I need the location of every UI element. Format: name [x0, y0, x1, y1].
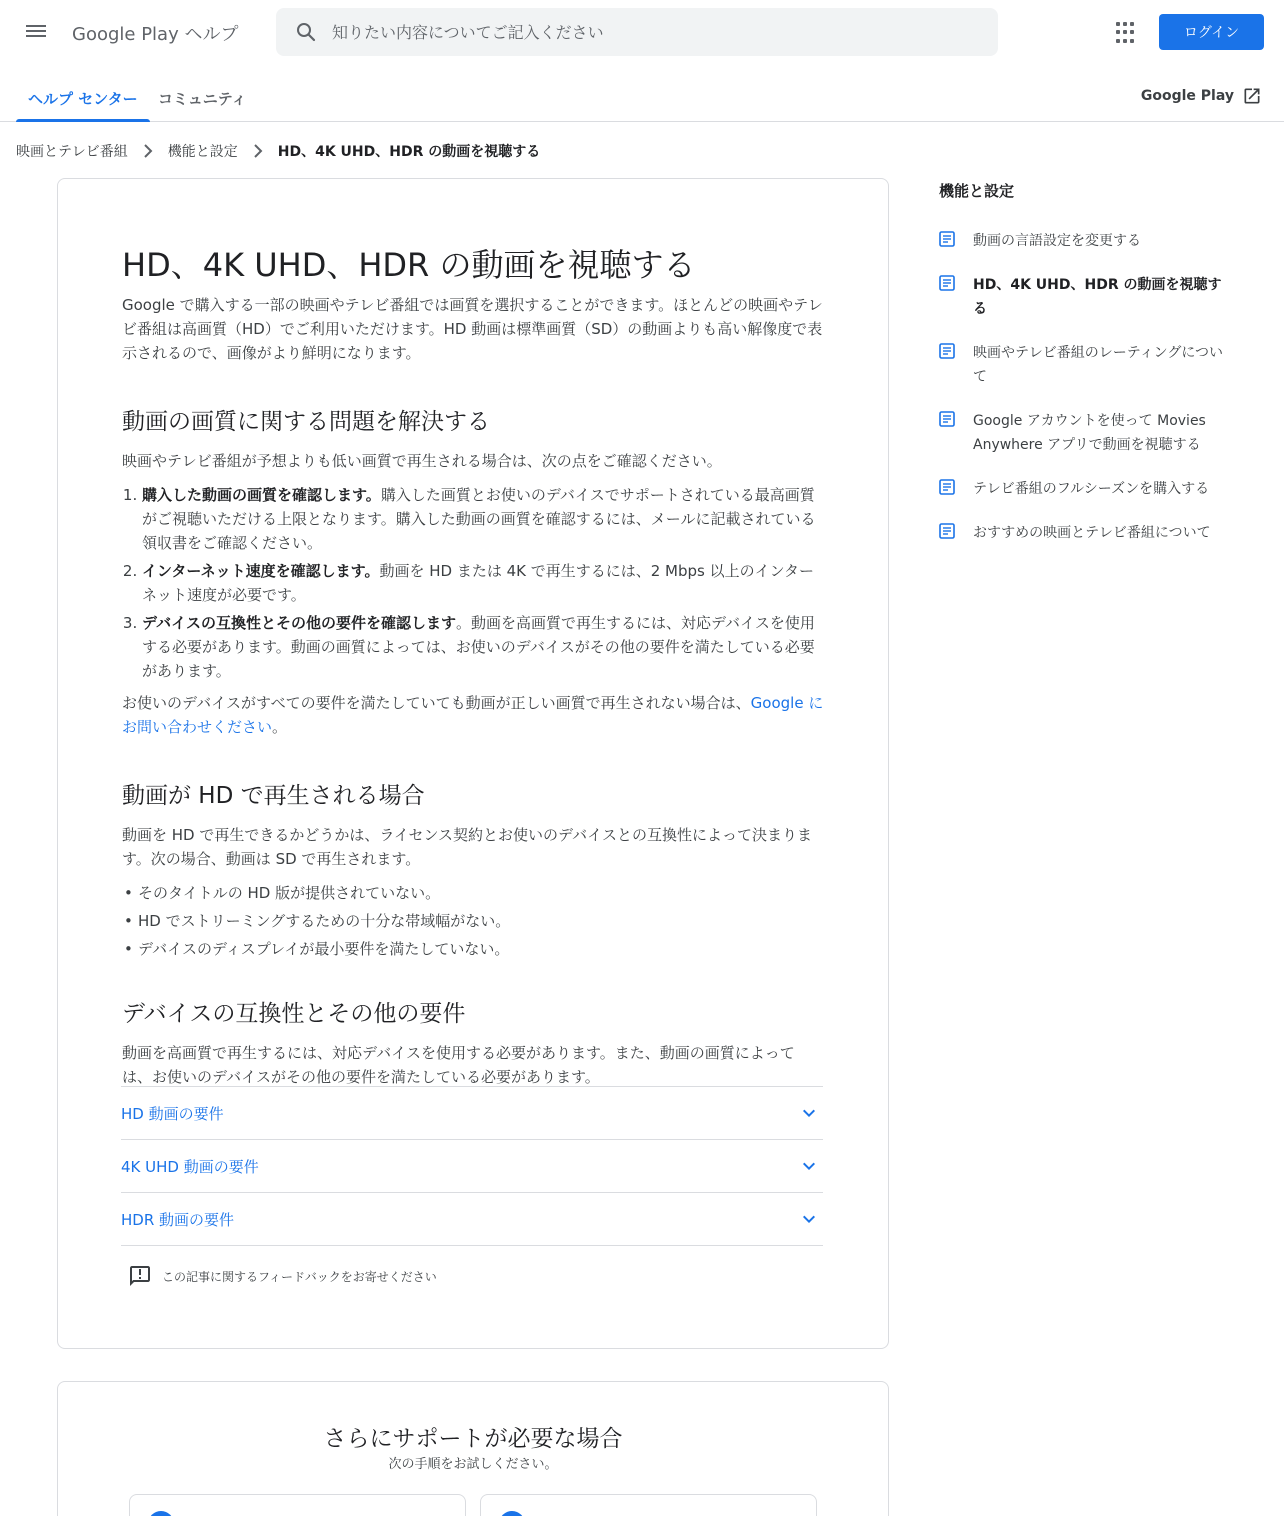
list-item: • HD でストリーミングするための十分な帯域幅がない。	[122, 909, 824, 933]
article-icon	[939, 411, 955, 429]
sidebar-title: 機能と設定	[939, 182, 1015, 200]
breadcrumb-item-features[interactable]: 機能と設定	[167, 144, 238, 160]
login-button[interactable]: ログイン	[1159, 14, 1264, 50]
feedback-link[interactable]	[128, 1264, 437, 1288]
article-icon	[939, 523, 955, 541]
requirements-accordion	[121, 1086, 823, 1246]
list-item	[142, 611, 824, 683]
support-option[interactable]	[129, 1494, 466, 1516]
article-card	[57, 178, 889, 1349]
accordion-label: HDR 動画の要件	[121, 1210, 235, 1229]
troubleshoot-steps	[122, 483, 824, 683]
list-item	[142, 483, 824, 555]
step-bold: デバイスの互換性とその他の要件を確認します	[142, 614, 456, 632]
search-box[interactable]	[276, 8, 998, 56]
breadcrumb-item-movies-tv[interactable]: 映画とテレビ番組	[16, 144, 128, 160]
accordion-label: 4K UHD 動画の要件	[121, 1157, 259, 1176]
tab-community[interactable]: コミュニティ	[158, 90, 247, 108]
support-subtitle: 次の手順をお試しください。	[388, 1457, 558, 1472]
product-name[interactable]: Google Play ヘルプ	[72, 24, 239, 45]
google-play-link[interactable]	[1141, 86, 1262, 106]
apps-grid-icon[interactable]	[1116, 22, 1138, 44]
support-card	[57, 1381, 889, 1516]
list-item	[142, 559, 824, 607]
breadcrumb-item-current: HD、4K UHD、HDR の動画を視聴する	[277, 144, 541, 160]
search-icon[interactable]	[294, 20, 318, 44]
chevron-down-icon	[797, 1101, 821, 1125]
support-option[interactable]	[480, 1494, 817, 1516]
sidebar-item-label: おすすめの映画とテレビ番組について	[973, 525, 1211, 541]
sidebar-list	[939, 229, 1239, 545]
search-input[interactable]	[332, 8, 972, 56]
section-lead-troubleshoot: 映画やテレビ番組が予想よりも低い画質で再生される場合は、次の点をご確認ください。	[122, 452, 722, 470]
sidebar-item-label: 映画やテレビ番組のレーティングについて	[973, 345, 1224, 385]
feedback-icon	[128, 1264, 152, 1288]
step-text: 動画を HD または 4K で再生するには、2 Mbps 以上のインターネット速度が必要です。	[142, 562, 815, 604]
menu-icon[interactable]	[24, 22, 48, 42]
section-heading-hd: 動画が HD で再生される場合	[122, 783, 425, 809]
chevron-right-icon	[142, 144, 154, 158]
sidebar	[939, 178, 1239, 565]
accordion-item-hdr[interactable]	[121, 1193, 823, 1246]
sidebar-item[interactable]	[939, 229, 1229, 253]
accordion-item-4k[interactable]	[121, 1140, 823, 1193]
sidebar-item-label: Google アカウントを使って Movies Anywhere アプリで動画を視聴する	[973, 413, 1206, 453]
article-intro: Google で購入する一部の映画やテレビ番組では画質を選択することができます。ほとんどの映画やテレビ番組は高画質（HD）でご利用いただけます。HD 動画は標準画質（SD）の動画よりも高い解像度で表示されるので、画像がより鮮明になります。	[122, 296, 823, 362]
chevron-right-icon	[252, 144, 264, 158]
closing-text-before: お使いのデバイスがすべての要件を満たしていても動画が正しい画質で再生されない場合は、	[122, 694, 751, 712]
step-bold: インターネット速度を確認します。	[142, 562, 380, 580]
closing-text	[122, 691, 824, 739]
chevron-down-icon	[797, 1207, 821, 1231]
article-body	[122, 243, 824, 1089]
sidebar-item-label: HD、4K UHD、HDR の動画を視聴する	[973, 277, 1222, 317]
step-bold: 購入した動画の画質を確認します。	[142, 486, 381, 504]
top-bar	[0, 0, 1284, 64]
article-icon	[939, 231, 955, 249]
section-heading-troubleshoot: 動画の画質に関する問題を解決する	[122, 409, 490, 435]
article-icon	[939, 343, 955, 361]
open-in-new-icon	[1242, 86, 1262, 106]
sidebar-item[interactable]	[939, 341, 1229, 389]
contact-google-link[interactable]: Google にお問い合わせください	[122, 694, 824, 736]
accordion-item-hd[interactable]	[121, 1087, 823, 1140]
chevron-down-icon	[797, 1154, 821, 1178]
section-heading-compat: デバイスの互換性とその他の要件	[122, 1001, 466, 1027]
hd-conditions-list	[122, 881, 824, 961]
step-text: 購入した画質とお使いのデバイスでサポートされている最高画質がご視聴いただける上限となります。購入した動画の画質を確認するには、メールに記載されている領収書をご確認ください。	[142, 486, 816, 552]
article-title: HD、4K UHD、HDR の動画を視聴する	[122, 246, 696, 284]
support-option-icon	[499, 1511, 525, 1516]
closing-text-after: 。	[272, 718, 288, 736]
support-option-icon	[148, 1511, 174, 1516]
google-play-link-label: Google Play	[1140, 88, 1234, 104]
sidebar-item-label: テレビ番組のフルシーズンを購入する	[973, 481, 1210, 497]
section-lead-compat: 動画を高画質で再生するには、対応デバイスを使用する必要があります。また、動画の画質によっては、お使いのデバイスがその他の要件を満たしている必要があります。	[122, 1044, 795, 1086]
sidebar-item-label: 動画の言語設定を変更する	[973, 233, 1141, 249]
section-lead-hd: 動画を HD で再生できるかどうかは、ライセンス契約とお使いのデバイスとの互換性によって決まります。次の場合、動画は SD で再生されます。	[122, 826, 812, 868]
support-title: さらにサポートが必要な場合	[323, 1426, 623, 1452]
sidebar-item[interactable]	[939, 521, 1229, 545]
tab-help-center[interactable]: ヘルプ センター	[28, 88, 138, 122]
nav-tabs	[0, 72, 1284, 122]
article-icon	[939, 479, 955, 497]
article-icon	[939, 275, 955, 293]
step-text: 。動画を高画質で再生するには、対応デバイスを使用する必要があります。動画の画質によっては、お使いのデバイスがその他の要件を満たしている必要があります。	[142, 614, 815, 680]
list-item: • そのタイトルの HD 版が提供されていない。	[122, 881, 824, 905]
accordion-label: HD 動画の要件	[121, 1104, 224, 1123]
breadcrumb	[16, 140, 540, 162]
sidebar-item[interactable]	[939, 477, 1229, 501]
list-item: • デバイスのディスプレイが最小要件を満たしていない。	[122, 937, 824, 961]
sidebar-item[interactable]	[939, 409, 1229, 457]
feedback-label: この記事に関するフィードバックをお寄せください	[162, 1269, 437, 1284]
sidebar-item-current[interactable]	[939, 273, 1229, 321]
